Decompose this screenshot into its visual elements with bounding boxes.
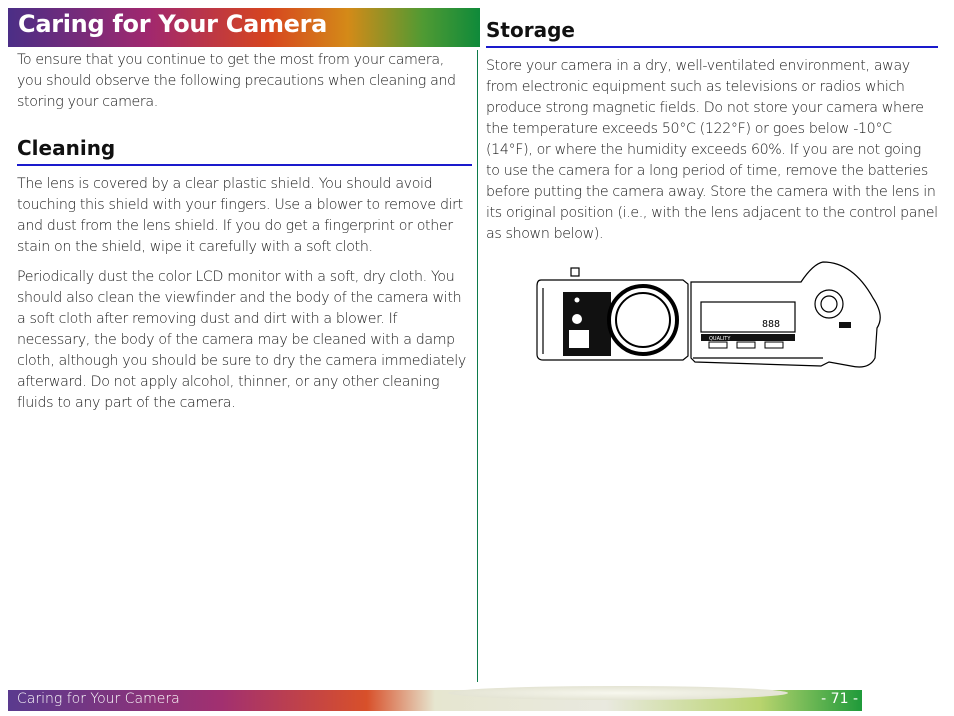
cleaning-rule [17,164,472,166]
column-divider [477,50,478,682]
page-title-bar [8,8,480,47]
cleaning-paragraph-1: The lens is covered by a clear plastic shield. You should avoid touching this shield with your fingers. Use a blower to remove dirt and dust from the lens shield. If you do get a fingerprint or other stain on the shield, wipe it carefully with a soft cloth. [17,176,463,255]
left-column [17,50,472,423]
cleaning-heading: Cleaning [17,136,116,160]
cleaning-paragraph-2: Periodically dust the color LCD monitor with a soft, dry cloth. You should also clean the viewfinder and the body of the camera with a soft cloth after removing dust and dirt with a blower. If necessary, the body of the camera may be cleaned with a damp cloth, although you should be sure to dry the camera immediately afterward. Do not apply alcohol, thinner, or any other cleaning fluids to any part of the camera. [17,269,466,411]
page-title: Caring for Your Camera [18,10,328,38]
footer-swoosh [448,686,788,700]
storage-heading: Storage [486,18,575,42]
footer-section-label: Caring for Your Camera [17,691,180,707]
intro-paragraph: To ensure that you continue to get the most from your camera, you should observe the following precautions when cleaning and storing your camera. [17,52,456,110]
footer-page-number: - 71 - [821,691,858,707]
lcd-quality-label: QUALITY [709,336,731,342]
camera-illustration [533,258,886,376]
storage-rule [486,46,938,48]
page-footer [8,690,862,711]
storage-paragraph: Store your camera in a dry, well-ventilated environment, away from electronic equipment such as televisions or radios which produce strong magnetic fields. Do not store your camera where the temperature exceeds 50°C (122°F) or goes below -10°C (14°F), or where the humidity exceeds 60%. If you are not going to use the camera for a long period of time, remove the batteries before putting the camera away. Store the camera with the lens in its original position (i.e., with the lens adjacent to the control panel as shown below). [486,58,938,242]
right-column [486,18,938,254]
lcd-digits: 888 [762,319,781,330]
